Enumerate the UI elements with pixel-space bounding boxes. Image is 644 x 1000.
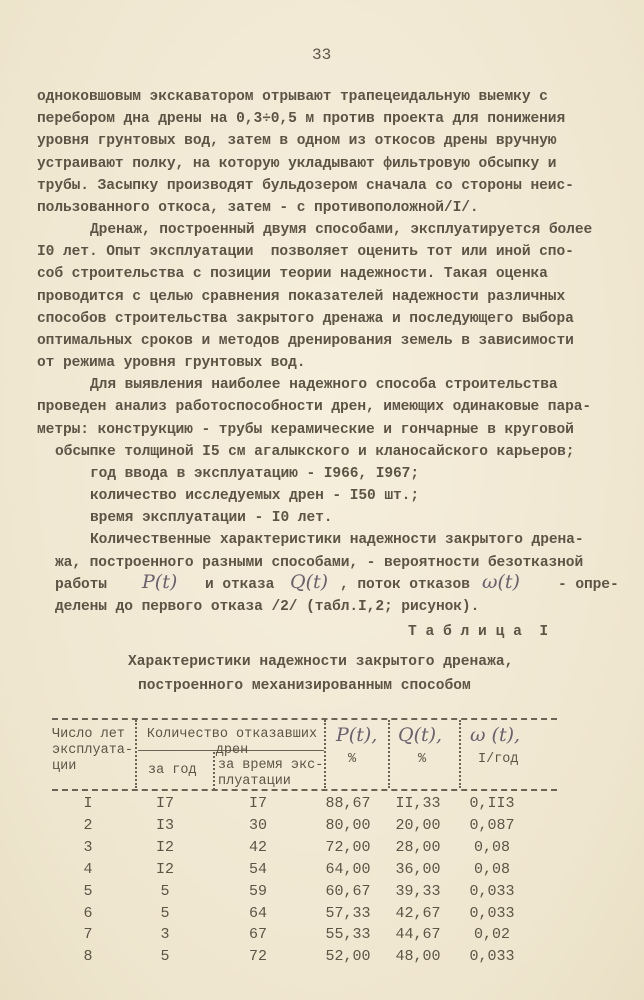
formula-p: P(t): [142, 571, 178, 593]
table-cell: 88,67: [325, 795, 371, 812]
table-cell: 59: [248, 882, 267, 900]
table-cell: 0,02: [473, 926, 510, 944]
formula-omega: ω(t): [482, 571, 520, 593]
table-cell: 42: [248, 838, 267, 856]
table-cell: II,33: [395, 795, 441, 812]
table-cell: 6: [83, 904, 93, 922]
text-line: трубы. Засыпку производят бульдозером сначала со стороны неис-: [37, 177, 574, 194]
text-line: оптимальных сроков и методов дренирования земель в зависимости: [37, 332, 574, 349]
text-line: I0 лет. Опыт эксплуатации позволяет оценить тот или иной спо-: [37, 244, 574, 261]
formula-word: работы: [55, 577, 107, 593]
table-cell: 20,00: [395, 816, 441, 834]
table-cell: 55,33: [325, 926, 371, 944]
column-divider: [135, 720, 137, 788]
table-cell: 57,33: [325, 904, 371, 922]
text-line: обсыпке толщиной I5 см агалыкского и кланосайского карьеров;: [55, 443, 575, 460]
table-cell: 0,033: [469, 904, 515, 922]
text-line: проведен анализ работоспособности дрен, имеющих одинаковые пара-: [37, 399, 592, 416]
column-divider: [459, 720, 461, 788]
table-cell: 5: [83, 882, 93, 900]
formula-q: Q(t): [290, 571, 329, 593]
header-omega: ω (t),: [470, 724, 521, 746]
text-line: одноковшовым экскаватором отрывают трапецеидальную выемку с: [37, 89, 548, 105]
table-cell: 52,00: [325, 948, 371, 966]
header-p: P(t),: [336, 724, 378, 746]
table-cell: 5: [160, 904, 170, 922]
table-cell: I7: [248, 795, 267, 812]
table-cell: 72,00: [325, 838, 371, 856]
table-cell: 0,033: [469, 882, 515, 900]
text-line: метры: конструкцию - трубы керамические и гончарные в круговой: [37, 421, 574, 438]
table-cell: 5: [160, 948, 170, 966]
table-cell: I7: [155, 795, 174, 812]
table-cell: 72: [248, 948, 267, 966]
text-line: Количественные характеристики надежности закрытого дрена-: [90, 532, 584, 549]
header-p-unit: %: [348, 752, 357, 767]
text-line: год ввода в эксплуатацию - I966, I967;: [90, 465, 419, 482]
table-cell: 0,033: [469, 948, 515, 966]
header-years: Число лет эксплуата- ции: [52, 727, 134, 774]
table-cell: 4: [83, 860, 93, 878]
table-cell: 44,67: [395, 926, 441, 944]
text-line: устраивают полку, на которую укладывают фильтровую обсыпку и: [37, 155, 557, 172]
table-cell: 30: [248, 816, 267, 834]
table-cell: 0,08: [473, 838, 510, 856]
table-cell: 64: [248, 904, 267, 922]
text-line: время эксплуатации - I0 лет.: [90, 510, 333, 527]
text-line: от режима уровня грунтовых вод.: [37, 355, 306, 372]
text-line: соб строительства с позиции теории надежности. Такая оценка: [37, 266, 548, 283]
header-q: Q(t),: [398, 724, 443, 746]
table-cell: 67: [248, 926, 267, 944]
table-cell: I3: [155, 816, 174, 834]
text-line: уровня грунтовых вод, затем в одном из откосов дрены вручную: [37, 133, 557, 150]
table-cell: 0,II3: [469, 795, 515, 812]
table-cell: 39,33: [395, 882, 441, 900]
table-cell: 60,67: [325, 882, 371, 900]
table-cell: 5: [160, 882, 170, 900]
table-title: Характеристики надежности закрытого дренажа,: [128, 654, 514, 670]
table-cell: 2: [83, 816, 93, 834]
header-q-unit: %: [418, 752, 427, 767]
formula-word: и отказа: [205, 577, 275, 593]
header-failed: Количество отказавших дрен: [146, 727, 318, 758]
text-line: жа, построенного разными способами, - вероятности безотказной: [55, 554, 584, 571]
text-line: способов строительства закрытого дренажа и последующего выбора: [37, 310, 574, 327]
page-number: 33: [312, 46, 332, 64]
table-cell: 8: [83, 948, 93, 966]
table-cell: 28,00: [395, 838, 441, 856]
text-line: перебором дна дрены на 0,3÷0,5 м против проекта для понижения: [37, 111, 566, 128]
table-title: построенного механизированным способом: [138, 678, 471, 694]
text-line: пользованного откоса, затем - с противоположной/I/.: [37, 199, 479, 216]
header-per-year: за год: [148, 763, 197, 778]
header-total: за время экс- плуатации: [218, 758, 324, 789]
table-cell: 3: [160, 926, 170, 944]
column-divider: [388, 720, 390, 788]
table-cell: 0,087: [469, 816, 515, 834]
table-cell: 0,08: [473, 860, 510, 878]
table-cell: 3: [83, 838, 93, 856]
text-line: проводится с целью сравнения показателей надежности различных: [37, 288, 566, 305]
text-line: Дренаж, построенный двумя способами, эксплуатируется более: [90, 222, 593, 239]
table-label: Т а б л и ц а I: [408, 624, 549, 640]
table-rule: [52, 718, 557, 720]
table-cell: 7: [83, 926, 93, 944]
text-line: делены до первого отказа /2/ (табл.I,2; рисунок).: [55, 598, 480, 615]
table-cell: 42,67: [395, 904, 441, 922]
text-line: Для выявления наиболее надежного способа строительства: [90, 377, 558, 394]
table-cell: 36,00: [395, 860, 441, 878]
table-cell: 48,00: [395, 948, 441, 966]
formula-word: , поток отказов: [340, 577, 470, 593]
table-cell: 54: [248, 860, 267, 878]
table-cell: I2: [155, 838, 174, 856]
header-omega-unit: I/год: [478, 752, 519, 767]
table-cell: I2: [155, 860, 174, 878]
column-divider: [324, 720, 326, 788]
text-line: количество исследуемых дрен - I50 шт.;: [90, 488, 419, 505]
formula-word: - опре-: [558, 577, 619, 593]
table-cell: 64,00: [325, 860, 371, 878]
table-cell: 80,00: [325, 816, 371, 834]
table-cell: I: [83, 795, 93, 812]
